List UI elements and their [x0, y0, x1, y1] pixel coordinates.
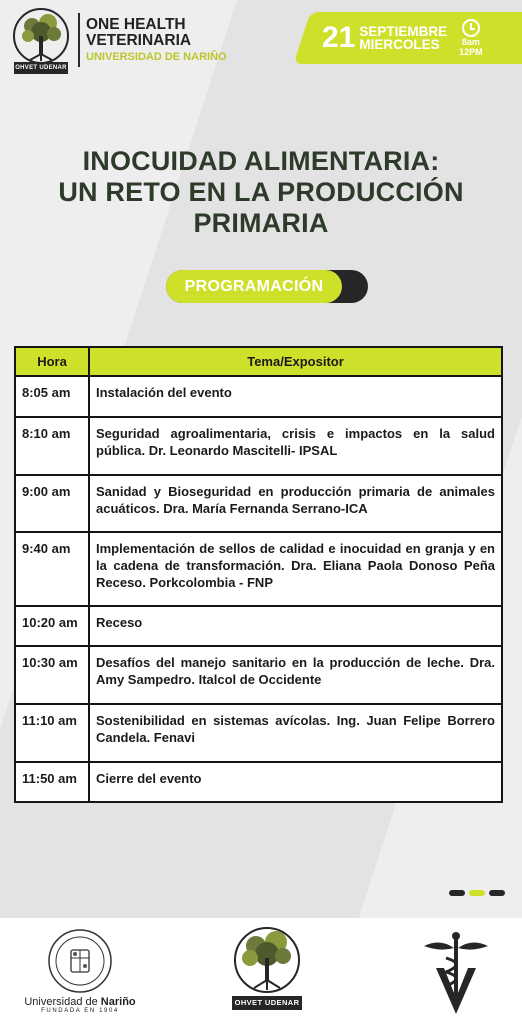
table-row: [15, 762, 502, 802]
page-title: [0, 146, 522, 239]
row-tema: Seguridad agroalimentaria, crisis e impactos en la salud pública. Dr. Leonardo Mascitelli- IPSAL: [89, 417, 502, 475]
table-header-row: [15, 347, 502, 376]
event-date-words: [359, 25, 447, 51]
row-tema: Sanidad y Bioseguridad en producción primaria de animales acuáticos. Dra. María Fernanda Serrano-ICA: [89, 475, 502, 532]
udenar-logo: [20, 928, 140, 1014]
udenar-name: [20, 996, 140, 1008]
udenar-seal-icon: [47, 928, 113, 994]
brand-divider: [78, 13, 80, 67]
header-hora: Hora: [15, 347, 89, 376]
section-pill: [166, 270, 368, 303]
udenar-name-prefix: Universidad de: [24, 996, 101, 1008]
row-hora: 8:05 am: [15, 376, 89, 417]
row-hora: 10:30 am: [15, 646, 89, 704]
decorative-dashes: [449, 890, 505, 896]
row-hora: 9:40 am: [15, 532, 89, 606]
time-start: 8am: [461, 37, 480, 47]
event-month: SEPTIEMBRE: [359, 24, 448, 39]
table-row: [15, 704, 502, 762]
brand-header: [12, 8, 227, 72]
row-hora: 9:00 am: [15, 475, 89, 532]
table-row: [15, 475, 502, 532]
table-row: [15, 646, 502, 704]
caduceus-vet-icon: [420, 928, 492, 1016]
brand-text: [86, 17, 227, 64]
title-line-1: INOCUIDAD ALIMENTARIA:: [82, 146, 440, 176]
header-tema: Tema/Expositor: [89, 347, 502, 376]
row-hora: 8:10 am: [15, 417, 89, 475]
ohvet-ribbon: OHVET UDENAR: [232, 996, 302, 1010]
brand-line-2: VETERINARIA: [86, 31, 192, 49]
event-date: [322, 12, 483, 64]
tree-logo-icon: [12, 8, 70, 72]
row-tema: Sostenibilidad en sistemas avícolas. Ing. Juan Felipe Borrero Candela. Fenavi: [89, 704, 502, 762]
row-tema: Cierre del evento: [89, 762, 502, 802]
brand-line-1: ONE HEALTH: [86, 15, 186, 33]
udenar-founded: FUNDADA EN 1904: [41, 1008, 119, 1014]
dash-dark: [489, 890, 505, 896]
time-end: 12PM: [459, 47, 483, 57]
row-tema: Implementación de sellos de calidad e inocuidad en granja y en la cadena de transformación. Dra. Eliana Paola Donoso Peña Receso. Porkcolombia - FNP: [89, 532, 502, 606]
row-tema: Receso: [89, 606, 502, 646]
title-line-2: UN RETO EN LA PRODUCCIÓN: [58, 177, 464, 207]
ohvet-logo: [232, 924, 302, 1010]
footer: [0, 918, 522, 1024]
dash-dark: [449, 890, 465, 896]
table-row: [15, 606, 502, 646]
clock-icon: [462, 19, 480, 37]
brand-line-3: UNIVERSIDAD DE NARIÑO: [86, 50, 227, 63]
event-weekday: MIERCOLES: [359, 37, 440, 52]
dash-accent: [469, 890, 485, 896]
udenar-name-bold: Nariño: [100, 996, 136, 1008]
logo-ribbon: OHVET UDENAR: [14, 62, 68, 74]
row-hora: 11:10 am: [15, 704, 89, 762]
row-tema: Desafíos del manejo sanitario en la producción de leche. Dra. Amy Sampedro. Italcol de Occidente: [89, 646, 502, 704]
table-row: [15, 376, 502, 417]
table-row: [15, 417, 502, 475]
tree-logo-icon: [232, 924, 302, 1000]
event-time: [459, 19, 483, 57]
section-label: PROGRAMACIÓN: [166, 270, 342, 303]
event-day: 21: [322, 21, 356, 54]
title-line-3: PRIMARIA: [193, 208, 329, 238]
row-hora: 10:20 am: [15, 606, 89, 646]
row-hora: 11:50 am: [15, 762, 89, 802]
row-tema: Instalación del evento: [89, 376, 502, 417]
agenda-table: [14, 346, 503, 803]
table-row: [15, 532, 502, 606]
